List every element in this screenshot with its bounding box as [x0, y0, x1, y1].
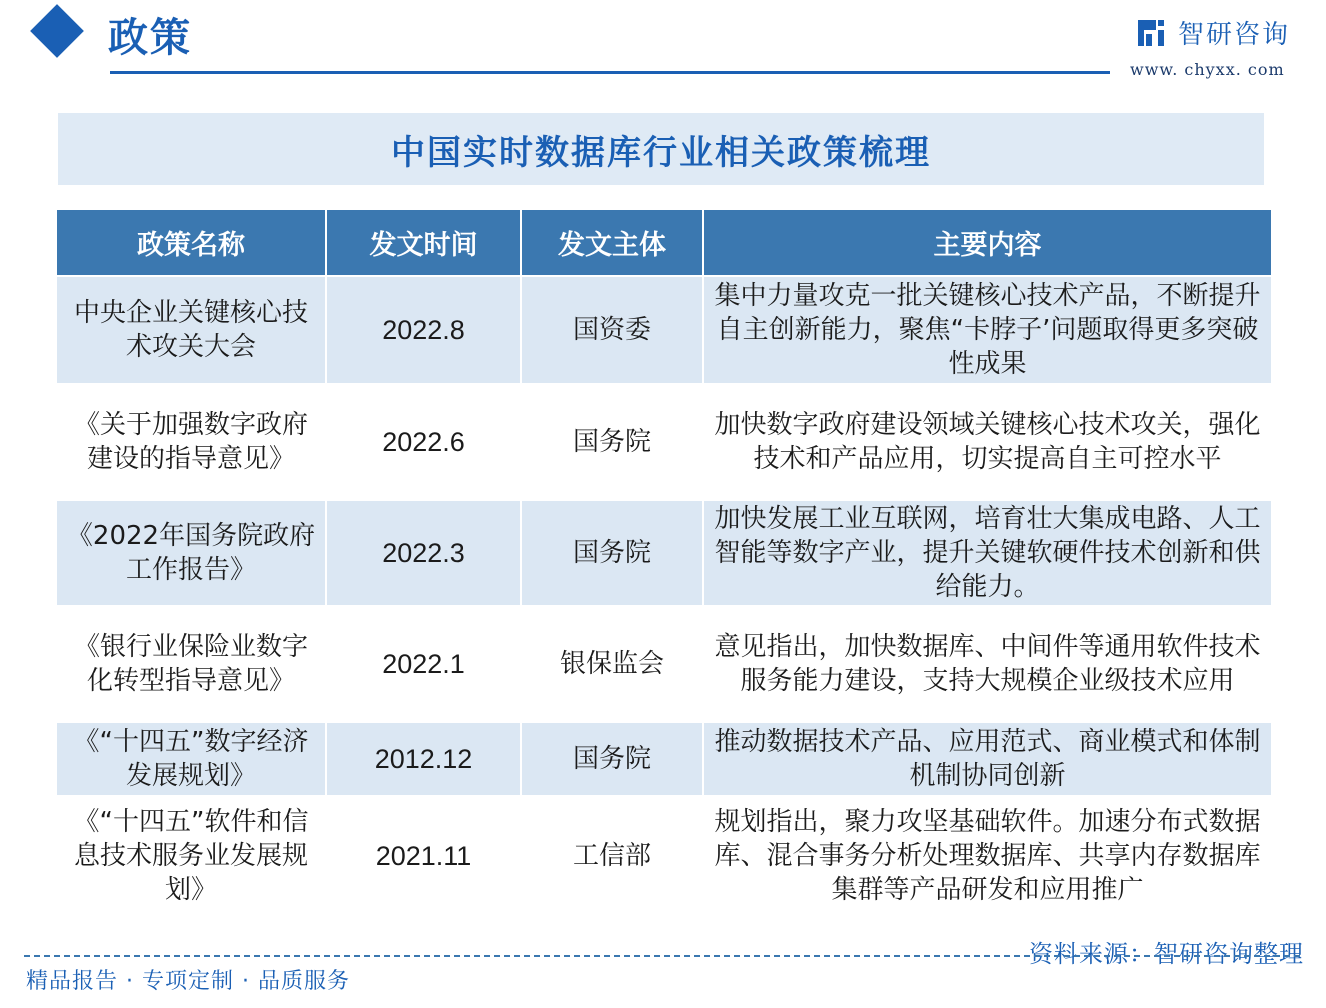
content-cell: 加快发展工业互联网，培育壮大集成电路、人工智能等数字产业，提升关键软硬件技术创新和供给能力。	[703, 500, 1271, 606]
brand	[1134, 14, 1290, 51]
section-title: 政策	[108, 14, 192, 61]
footer-slogan: 精品报告 · 专项定制 · 品质服务	[26, 969, 350, 994]
policy-name-cell: 《银行业保险业数字化转型指导意见》	[57, 606, 326, 722]
policy-name-cell: 中央企业关键核心技术攻关大会	[57, 276, 326, 384]
policy-name-cell: 《关于加强数字政府建设的指导意见》	[57, 384, 326, 500]
date-cell: 2022.3	[326, 500, 521, 606]
column-header-policy-name: 政策名称	[57, 210, 326, 276]
date-cell: 2012.12	[326, 722, 521, 796]
brand-name: 智研咨询	[1178, 20, 1291, 50]
column-header-date: 发文时间	[326, 210, 521, 276]
column-header-issuer: 发文主体	[521, 210, 703, 276]
footer-divider	[24, 955, 1300, 957]
table-title-box	[58, 113, 1264, 185]
table-header-row	[57, 210, 1271, 276]
date-cell: 2022.1	[326, 606, 521, 722]
brand-url: www. chyxx. com	[1130, 60, 1285, 79]
issuer-cell: 银保监会	[521, 606, 703, 722]
column-header-content: 主要内容	[703, 210, 1271, 276]
table-row	[57, 276, 1271, 384]
content-cell: 推动数据技术产品、应用范式、商业模式和体制机制协同创新	[703, 722, 1271, 796]
issuer-cell: 国务院	[521, 384, 703, 500]
policy-table	[57, 210, 1271, 914]
issuer-cell: 国务院	[521, 500, 703, 606]
date-cell: 2022.8	[326, 276, 521, 384]
table-row	[57, 722, 1271, 796]
table-row	[57, 500, 1271, 606]
issuer-cell: 工信部	[521, 796, 703, 914]
issuer-cell: 国资委	[521, 276, 703, 384]
date-cell: 2021.11	[326, 796, 521, 914]
header-divider	[110, 71, 1110, 74]
content-cell: 加快数字政府建设领域关键核心技术攻关，强化技术和产品应用，切实提高自主可控水平	[703, 384, 1271, 500]
content-cell: 集中力量攻克一批关键核心技术产品，不断提升自主创新能力，聚焦“卡脖子’问题取得更多突破性成果	[703, 276, 1271, 384]
date-cell: 2022.6	[326, 384, 521, 500]
issuer-cell: 国务院	[521, 722, 703, 796]
content-cell: 意见指出，加快数据库、中间件等通用软件技术服务能力建设，支持大规模企业级技术应用	[703, 606, 1271, 722]
table-row	[57, 384, 1271, 500]
table-row	[57, 796, 1271, 914]
data-source-note: 资料来源：智研咨询整理	[1029, 940, 1304, 968]
policy-name-cell: 《2022年国务院政府工作报告》	[57, 500, 326, 606]
diamond-marker-icon	[30, 4, 84, 58]
policy-name-cell: 《“十四五”软件和信息技术服务业发展规划》	[57, 796, 326, 914]
brand-logo-icon	[1134, 16, 1168, 50]
content-cell: 规划指出，聚力攻坚基础软件。加速分布式数据库、混合事务分析处理数据库、共享内存数据库集群等产品研发和应用推广	[703, 796, 1271, 914]
table-row	[57, 606, 1271, 722]
policy-name-cell: 《“十四五”数字经济发展规划》	[57, 722, 326, 796]
table-title: 中国实时数据库行业相关政策梳理	[391, 132, 931, 173]
